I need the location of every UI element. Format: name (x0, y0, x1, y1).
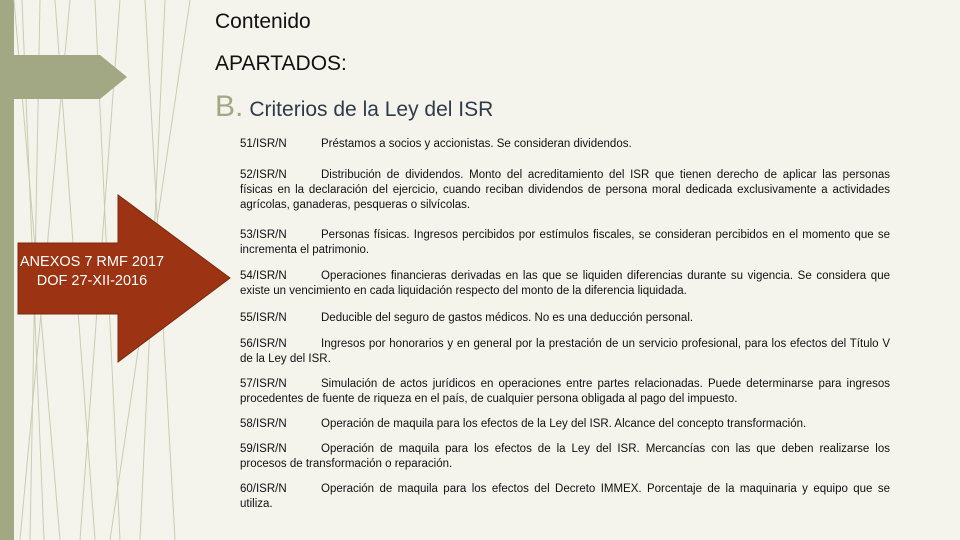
item-code: 51/ISR/N (240, 138, 287, 150)
list-item (240, 337, 890, 367)
list-item (240, 442, 890, 472)
item-code: 52/ISR/N (240, 169, 287, 181)
item-code: 53/ISR/N (240, 229, 287, 241)
item-code: 60/ISR/N (240, 483, 287, 495)
item-code: 55/ISR/N (240, 312, 287, 324)
item-text: Operación de maquila para los efectos de la Ley del ISR. Mercancías con las que deben realizarse los procesos de transformación o reparación. (240, 443, 890, 470)
item-code: 57/ISR/N (240, 378, 287, 390)
item-text: Distribución de dividendos. Monto del acreditamiento del ISR que tienen derecho de aplicar las personas físicas en la declaración del ejercicio, cuando reciban dividendos de persona moral dedicada exclusivamente a actividades agrícolas, ganaderas, pesqueras o silvícolas. (240, 169, 890, 211)
item-text: Préstamos a socios y accionistas. Se consideran dividendos. (321, 138, 632, 150)
section-title (215, 90, 493, 124)
list-item (240, 269, 890, 299)
list-item (240, 311, 890, 326)
item-code: 56/ISR/N (240, 338, 287, 350)
item-code: 58/ISR/N (240, 418, 287, 430)
item-text: Simulación de actos jurídicos en operaciones entre partes relacionadas. Puede determinarse para ingresos procedentes de fuente de riqueza en el país, de cualquier persona obligada al pago del impuesto. (240, 378, 890, 405)
criteria-list (240, 137, 890, 512)
list-item (240, 377, 890, 407)
item-text: Deducible del seguro de gastos médicos. No es una deducción personal. (321, 312, 694, 324)
section-letter: B. (215, 90, 244, 123)
item-text: Operación de maquila para los efectos del Decreto IMMEX. Porcentaje de la maquinaria y equipo que se utiliza. (240, 483, 890, 510)
section-title-text: Criterios de la Ley del ISR (249, 98, 494, 121)
item-text: Operación de maquila para los efectos de la Ley del ISR. Alcance del concepto transformación. (321, 418, 807, 430)
item-text: Personas físicas. Ingresos percibidos por estímulos fiscales, se consideran percibidos en el momento que se incrementa el patrimonio. (240, 229, 890, 256)
apartados-heading: APARTADOS: (215, 52, 347, 75)
anexos-arrow-label: ANEXOS 7 RMF 2017 DOF 27-XII-2016 (19, 254, 165, 289)
item-text: Operaciones financieras derivadas en las que se liquiden diferencias durante su vigencia. Se considera que existe un vencimiento en cada liquidación respecto del monto de la diferencia liquidada. (240, 270, 890, 297)
list-item (240, 168, 890, 213)
list-item (240, 417, 890, 432)
list-item (240, 228, 890, 258)
contenido-heading: Contenido (215, 10, 311, 33)
list-item (240, 482, 890, 512)
item-code: 59/ISR/N (240, 443, 287, 455)
item-text: Ingresos por honorarios y en general por la prestación de un servicio profesional, para los efectos del Título V de la Ley del ISR. (240, 338, 890, 365)
item-code: 54/ISR/N (240, 270, 287, 282)
list-item (240, 137, 890, 152)
